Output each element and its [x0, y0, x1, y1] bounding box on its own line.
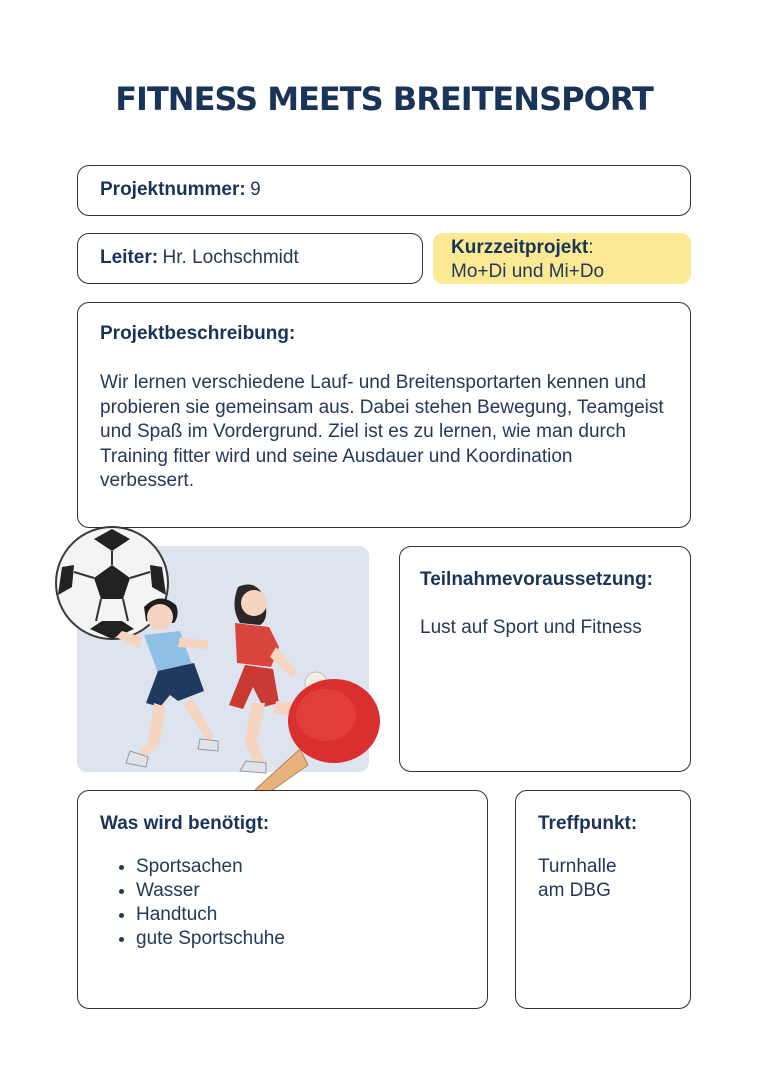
- list-item: • Handtuch: [136, 903, 465, 927]
- leader-box: [77, 233, 423, 284]
- list-item: • Wasser: [136, 879, 465, 903]
- requirements-box: [399, 546, 691, 772]
- description-box: [77, 302, 691, 528]
- short-project-label: Kurzzeitprojekt: [451, 237, 589, 258]
- description-text: Wir lernen verschiedene Lauf- und Breitensportarten kennen und probieren sie gemeinsam aus. Dabei stehen Bewegung, Teamgeist und Spaß im Vordergrund. Ziel ist es zu lernen, wie man durch Training fitter wird und seine Ausdauer und Koordination verbessert.: [100, 372, 664, 491]
- project-number-box: [77, 165, 691, 216]
- meeting-point-box: [515, 790, 691, 1009]
- project-number-value: 9: [250, 179, 261, 200]
- requirements-label: Teilnahmevoraussetzung:: [420, 569, 653, 590]
- needed-box: [77, 790, 488, 1009]
- short-project-box: [433, 233, 691, 284]
- leader-value: Hr. Lochschmidt: [162, 247, 299, 268]
- short-project-colon: :: [588, 237, 594, 258]
- requirements-text: Lust auf Sport und Fitness: [420, 617, 642, 638]
- description-label: Projektbeschreibung:: [100, 323, 296, 344]
- meeting-point-text: Turnhalle am DBG: [538, 856, 617, 901]
- meeting-point-label: Treffpunkt:: [538, 813, 638, 834]
- leader-label: Leiter:: [100, 247, 159, 268]
- needed-list: [100, 855, 465, 951]
- needed-label: Was wird benötigt:: [100, 813, 270, 834]
- sports-illustration: [50, 525, 390, 805]
- list-item: • gute Sportschuhe: [136, 927, 465, 951]
- short-project-value: Mo+Di und Mi+Do: [451, 261, 605, 282]
- list-item: • Sportsachen: [136, 855, 465, 879]
- page-title: FITNESS MEETS BREITENSPORT: [115, 80, 653, 118]
- project-number-label: Projektnummer:: [100, 179, 246, 200]
